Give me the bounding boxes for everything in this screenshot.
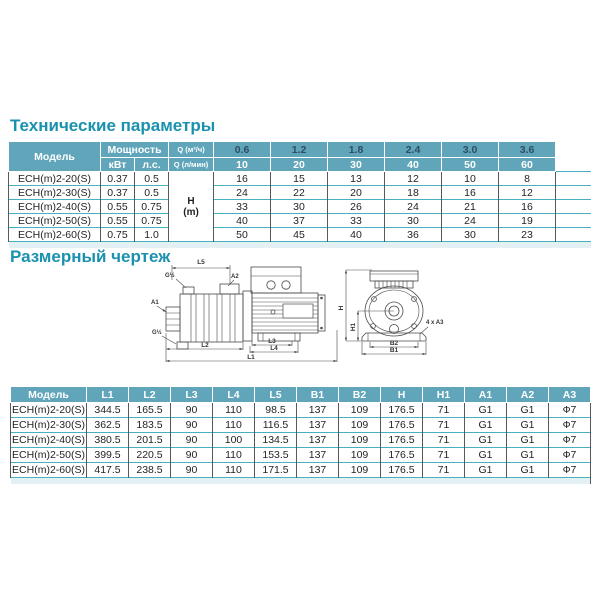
dim-value-cell: 238.5 — [129, 463, 171, 478]
head-value-cell: 40 — [214, 214, 271, 228]
head-value-cell: 10 — [442, 172, 499, 186]
dim-column-header: H — [381, 387, 423, 403]
dim-column-header: Модель — [11, 387, 87, 403]
dim-value-cell: 176.5 — [381, 463, 423, 478]
dim-value-cell: 71 — [423, 448, 465, 463]
dim-value-cell: 71 — [423, 418, 465, 433]
model-cell: ECH(m)2-60(S) — [12, 464, 85, 476]
model-cell: ECH(m)2-40(S) — [9, 200, 101, 214]
port-label-g-top: G½ — [165, 273, 175, 279]
model-cell: ECH(m)2-50(S) — [12, 449, 85, 461]
strip — [11, 478, 591, 485]
spec-table-row — [9, 214, 591, 228]
dim-value-cell: 71 — [423, 403, 465, 418]
motor-nameplate — [283, 304, 313, 318]
dim-value-cell: 71 — [423, 463, 465, 478]
dim-label-l4: L4 — [270, 345, 278, 352]
spec-table — [8, 141, 591, 248]
dim-value-cell: 417.5 — [87, 463, 129, 478]
dim-section-title: Размерный чертеж — [10, 247, 171, 266]
spec-q-m3h-value: 1.8 — [328, 142, 385, 158]
hp-cell: 0.75 — [135, 214, 169, 228]
motor-end-cap — [318, 295, 325, 331]
dim-value-cell: 100 — [213, 433, 255, 448]
drain-port — [177, 342, 188, 349]
dim-label-a3-holes: 4 x A3 — [426, 320, 444, 326]
head-value-cell: 16 — [442, 186, 499, 200]
head-value-cell: 37 — [271, 214, 328, 228]
spacer-cell — [556, 186, 591, 200]
head-value-cell: 24 — [214, 186, 271, 200]
dim-value-cell: 153.5 — [255, 448, 297, 463]
carry-handle — [370, 271, 418, 281]
hp-cell: 0.5 — [135, 186, 169, 200]
hp-cell: 0.5 — [135, 172, 169, 186]
dim-label-h1: H1 — [350, 322, 357, 332]
motor-foot — [258, 333, 300, 341]
head-value-cell: 24 — [442, 214, 499, 228]
dim-value-cell: G1 — [507, 463, 549, 478]
dim-value-cell: 109 — [339, 403, 381, 418]
model-cell: ECH(m)2-30(S) — [9, 186, 101, 200]
spec-q-lmin-value: 30 — [328, 158, 385, 172]
dim-column-header: A1 — [465, 387, 507, 403]
dim-value-cell: 171.5 — [255, 463, 297, 478]
model-cell: ECH(m)2-20(S) — [12, 404, 85, 416]
kwt-cell: 0.37 — [101, 172, 135, 186]
pump-front-view — [362, 271, 426, 341]
dim-value-cell: 176.5 — [381, 403, 423, 418]
spec-q-lmin-value: 10 — [214, 158, 271, 172]
spec-q-lmin-value: 40 — [385, 158, 442, 172]
pump-side-view — [166, 267, 325, 349]
dim-table-row — [11, 403, 591, 418]
dim-value-cell: 176.5 — [381, 418, 423, 433]
spec-q-m3h-value: 3.6 — [499, 142, 556, 158]
dim-value-cell: 110 — [213, 418, 255, 433]
model-cell: ECH(m)2-50(S) — [9, 214, 101, 228]
dim-value-cell: 165.5 — [129, 403, 171, 418]
dim-value-cell: 110 — [213, 403, 255, 418]
dim-column-header: L5 — [255, 387, 297, 403]
spec-col-model: Модель — [9, 142, 101, 172]
model-cell: ECH(m)2-60(S) — [9, 228, 101, 242]
spec-table-row — [9, 172, 591, 186]
dim-value-cell: 137 — [297, 433, 339, 448]
dim-value-cell: G1 — [465, 463, 507, 478]
dim-value-cell: 176.5 — [381, 448, 423, 463]
dim-value-cell: 380.5 — [87, 433, 129, 448]
head-value-cell: 21 — [442, 200, 499, 214]
dim-value-cell: 90 — [171, 448, 213, 463]
dim-value-cell: Ф7 — [549, 448, 591, 463]
head-value-cell: 8 — [499, 172, 556, 186]
head-value-cell: 23 — [499, 228, 556, 242]
dim-value-cell: 220.5 — [129, 448, 171, 463]
head-value-cell: 33 — [214, 200, 271, 214]
spec-col-hp: л.с. — [135, 158, 169, 172]
port-label-g-bottom: G½ — [152, 330, 162, 336]
spec-table-row — [9, 200, 591, 214]
dim-value-cell: G1 — [465, 448, 507, 463]
kwt-cell: 0.75 — [101, 228, 135, 242]
kwt-cell: 0.55 — [101, 200, 135, 214]
dim-label-h: H — [338, 305, 345, 311]
dim-table-body — [11, 403, 591, 478]
dim-value-cell: G1 — [507, 403, 549, 418]
dim-table-row — [11, 463, 591, 478]
spec-col-kwt: кВт — [101, 158, 135, 172]
dim-label-l5: L5 — [197, 259, 205, 266]
kwt-cell: 0.37 — [101, 186, 135, 200]
dim-value-cell: G1 — [465, 418, 507, 433]
dim-value-cell: 137 — [297, 403, 339, 418]
model-cell: ECH(m)2-20(S) — [9, 172, 101, 186]
model-cell: ECH(m)2-40(S) — [12, 434, 85, 446]
port-label-a2: A2 — [231, 274, 239, 280]
spacer-cell — [556, 214, 591, 228]
dim-column-header: L3 — [171, 387, 213, 403]
h-unit: (m) — [183, 206, 199, 218]
dim-value-cell: 90 — [171, 403, 213, 418]
dim-value-cell: 134.5 — [255, 433, 297, 448]
dim-value-cell: G1 — [507, 448, 549, 463]
suction-port-top — [183, 287, 194, 294]
head-value-cell: 40 — [328, 228, 385, 242]
dim-footer-strip — [11, 478, 591, 485]
dim-value-cell: 90 — [171, 418, 213, 433]
spec-table-row — [9, 228, 591, 242]
spec-col-power: Мощность — [101, 142, 169, 158]
dim-label-b2: B2 — [389, 340, 399, 347]
dim-value-cell: 90 — [171, 433, 213, 448]
dim-value-cell: Ф7 — [549, 418, 591, 433]
dim-value-cell: 183.5 — [129, 418, 171, 433]
h-symbol: Н — [187, 195, 195, 207]
dim-value-cell: 201.5 — [129, 433, 171, 448]
dim-table-row — [11, 418, 591, 433]
spec-q-m3h-value: 1.2 — [271, 142, 328, 158]
head-value-cell: 33 — [328, 214, 385, 228]
dim-column-header: A2 — [507, 387, 549, 403]
dim-value-cell: 116.5 — [255, 418, 297, 433]
dim-value-cell: 137 — [297, 463, 339, 478]
dim-value-cell: Ф7 — [549, 403, 591, 418]
head-value-cell: 30 — [271, 200, 328, 214]
dim-value-cell: 71 — [423, 433, 465, 448]
dim-value-cell: 90 — [171, 463, 213, 478]
hp-cell: 0.75 — [135, 200, 169, 214]
dim-label-b1: B1 — [389, 347, 399, 354]
dim-value-cell: 109 — [339, 463, 381, 478]
dim-value-cell: 109 — [339, 448, 381, 463]
spec-table-row — [9, 186, 591, 200]
spec-q-m3h-label: Q (м³/ч) — [169, 142, 214, 158]
dim-value-cell: 137 — [297, 418, 339, 433]
dim-value-cell: 109 — [339, 418, 381, 433]
dim-value-cell: 109 — [339, 433, 381, 448]
spec-header-spacer — [556, 142, 591, 172]
head-value-cell: 15 — [271, 172, 328, 186]
head-value-cell: 16 — [214, 172, 271, 186]
spec-q-lmin-label: Q (л/мин) — [169, 158, 214, 172]
dim-table — [10, 386, 591, 484]
head-value-cell: 20 — [328, 186, 385, 200]
dim-value-cell: 362.5 — [87, 418, 129, 433]
dim-value-cell: 110 — [213, 448, 255, 463]
spacer-cell — [556, 172, 591, 186]
spec-q-m3h-value: 2.4 — [385, 142, 442, 158]
model-cell: ECH(m)2-30(S) — [12, 419, 85, 431]
head-value-cell: 26 — [328, 200, 385, 214]
dim-value-cell: G1 — [507, 433, 549, 448]
dim-column-header: L2 — [129, 387, 171, 403]
dim-table-row — [11, 433, 591, 448]
dim-column-header: B1 — [297, 387, 339, 403]
dim-value-cell: 399.5 — [87, 448, 129, 463]
dim-value-cell: G1 — [507, 418, 549, 433]
dim-column-header: H1 — [423, 387, 465, 403]
spec-table-body — [9, 172, 591, 242]
spec-q-m3h-value: 0.6 — [214, 142, 271, 158]
dim-label-l3: L3 — [268, 338, 276, 345]
head-value-cell: 19 — [499, 214, 556, 228]
spacer-cell — [556, 200, 591, 214]
dim-table-header-row — [11, 387, 591, 403]
dim-column-header: B2 — [339, 387, 381, 403]
kwt-cell: 0.55 — [101, 214, 135, 228]
spec-q-lmin-value: 50 — [442, 158, 499, 172]
dim-value-cell: Ф7 — [549, 433, 591, 448]
hp-cell: 1.0 — [135, 228, 169, 242]
dim-label-l2: L2 — [201, 342, 209, 349]
dim-column-header: A3 — [549, 387, 591, 403]
dim-column-header: L1 — [87, 387, 129, 403]
dim-value-cell: 110 — [213, 463, 255, 478]
dim-value-cell: 98.5 — [255, 403, 297, 418]
dim-column-header: L4 — [213, 387, 255, 403]
dimensional-drawing — [150, 258, 462, 370]
head-value-cell: 45 — [271, 228, 328, 242]
head-meters-cell — [169, 172, 214, 242]
head-value-cell: 36 — [385, 228, 442, 242]
dim-value-cell: 344.5 — [87, 403, 129, 418]
head-value-cell: 30 — [385, 214, 442, 228]
spec-q-lmin-value: 60 — [499, 158, 556, 172]
head-value-cell: 22 — [271, 186, 328, 200]
head-value-cell: 24 — [385, 200, 442, 214]
spec-section-title: Технические параметры — [10, 116, 216, 135]
spec-q-m3h-value: 3.0 — [442, 142, 499, 158]
dim-table-row — [11, 448, 591, 463]
discharge-port — [220, 284, 239, 294]
head-value-cell: 16 — [499, 200, 556, 214]
head-value-cell: 12 — [499, 186, 556, 200]
port-label-a1: A1 — [151, 300, 159, 306]
dim-value-cell: Ф7 — [549, 463, 591, 478]
lantern-bracket — [243, 291, 252, 341]
spec-q-lmin-value: 20 — [271, 158, 328, 172]
dim-value-cell: 137 — [297, 448, 339, 463]
head-value-cell: 30 — [442, 228, 499, 242]
head-value-cell: 18 — [385, 186, 442, 200]
dim-value-cell: G1 — [465, 403, 507, 418]
dim-label-l1: L1 — [247, 354, 255, 361]
dim-value-cell: G1 — [465, 433, 507, 448]
spacer-cell — [556, 228, 591, 242]
head-value-cell: 50 — [214, 228, 271, 242]
head-value-cell: 12 — [385, 172, 442, 186]
terminal-box — [251, 267, 301, 293]
dim-value-cell: 176.5 — [381, 433, 423, 448]
head-value-cell: 13 — [328, 172, 385, 186]
